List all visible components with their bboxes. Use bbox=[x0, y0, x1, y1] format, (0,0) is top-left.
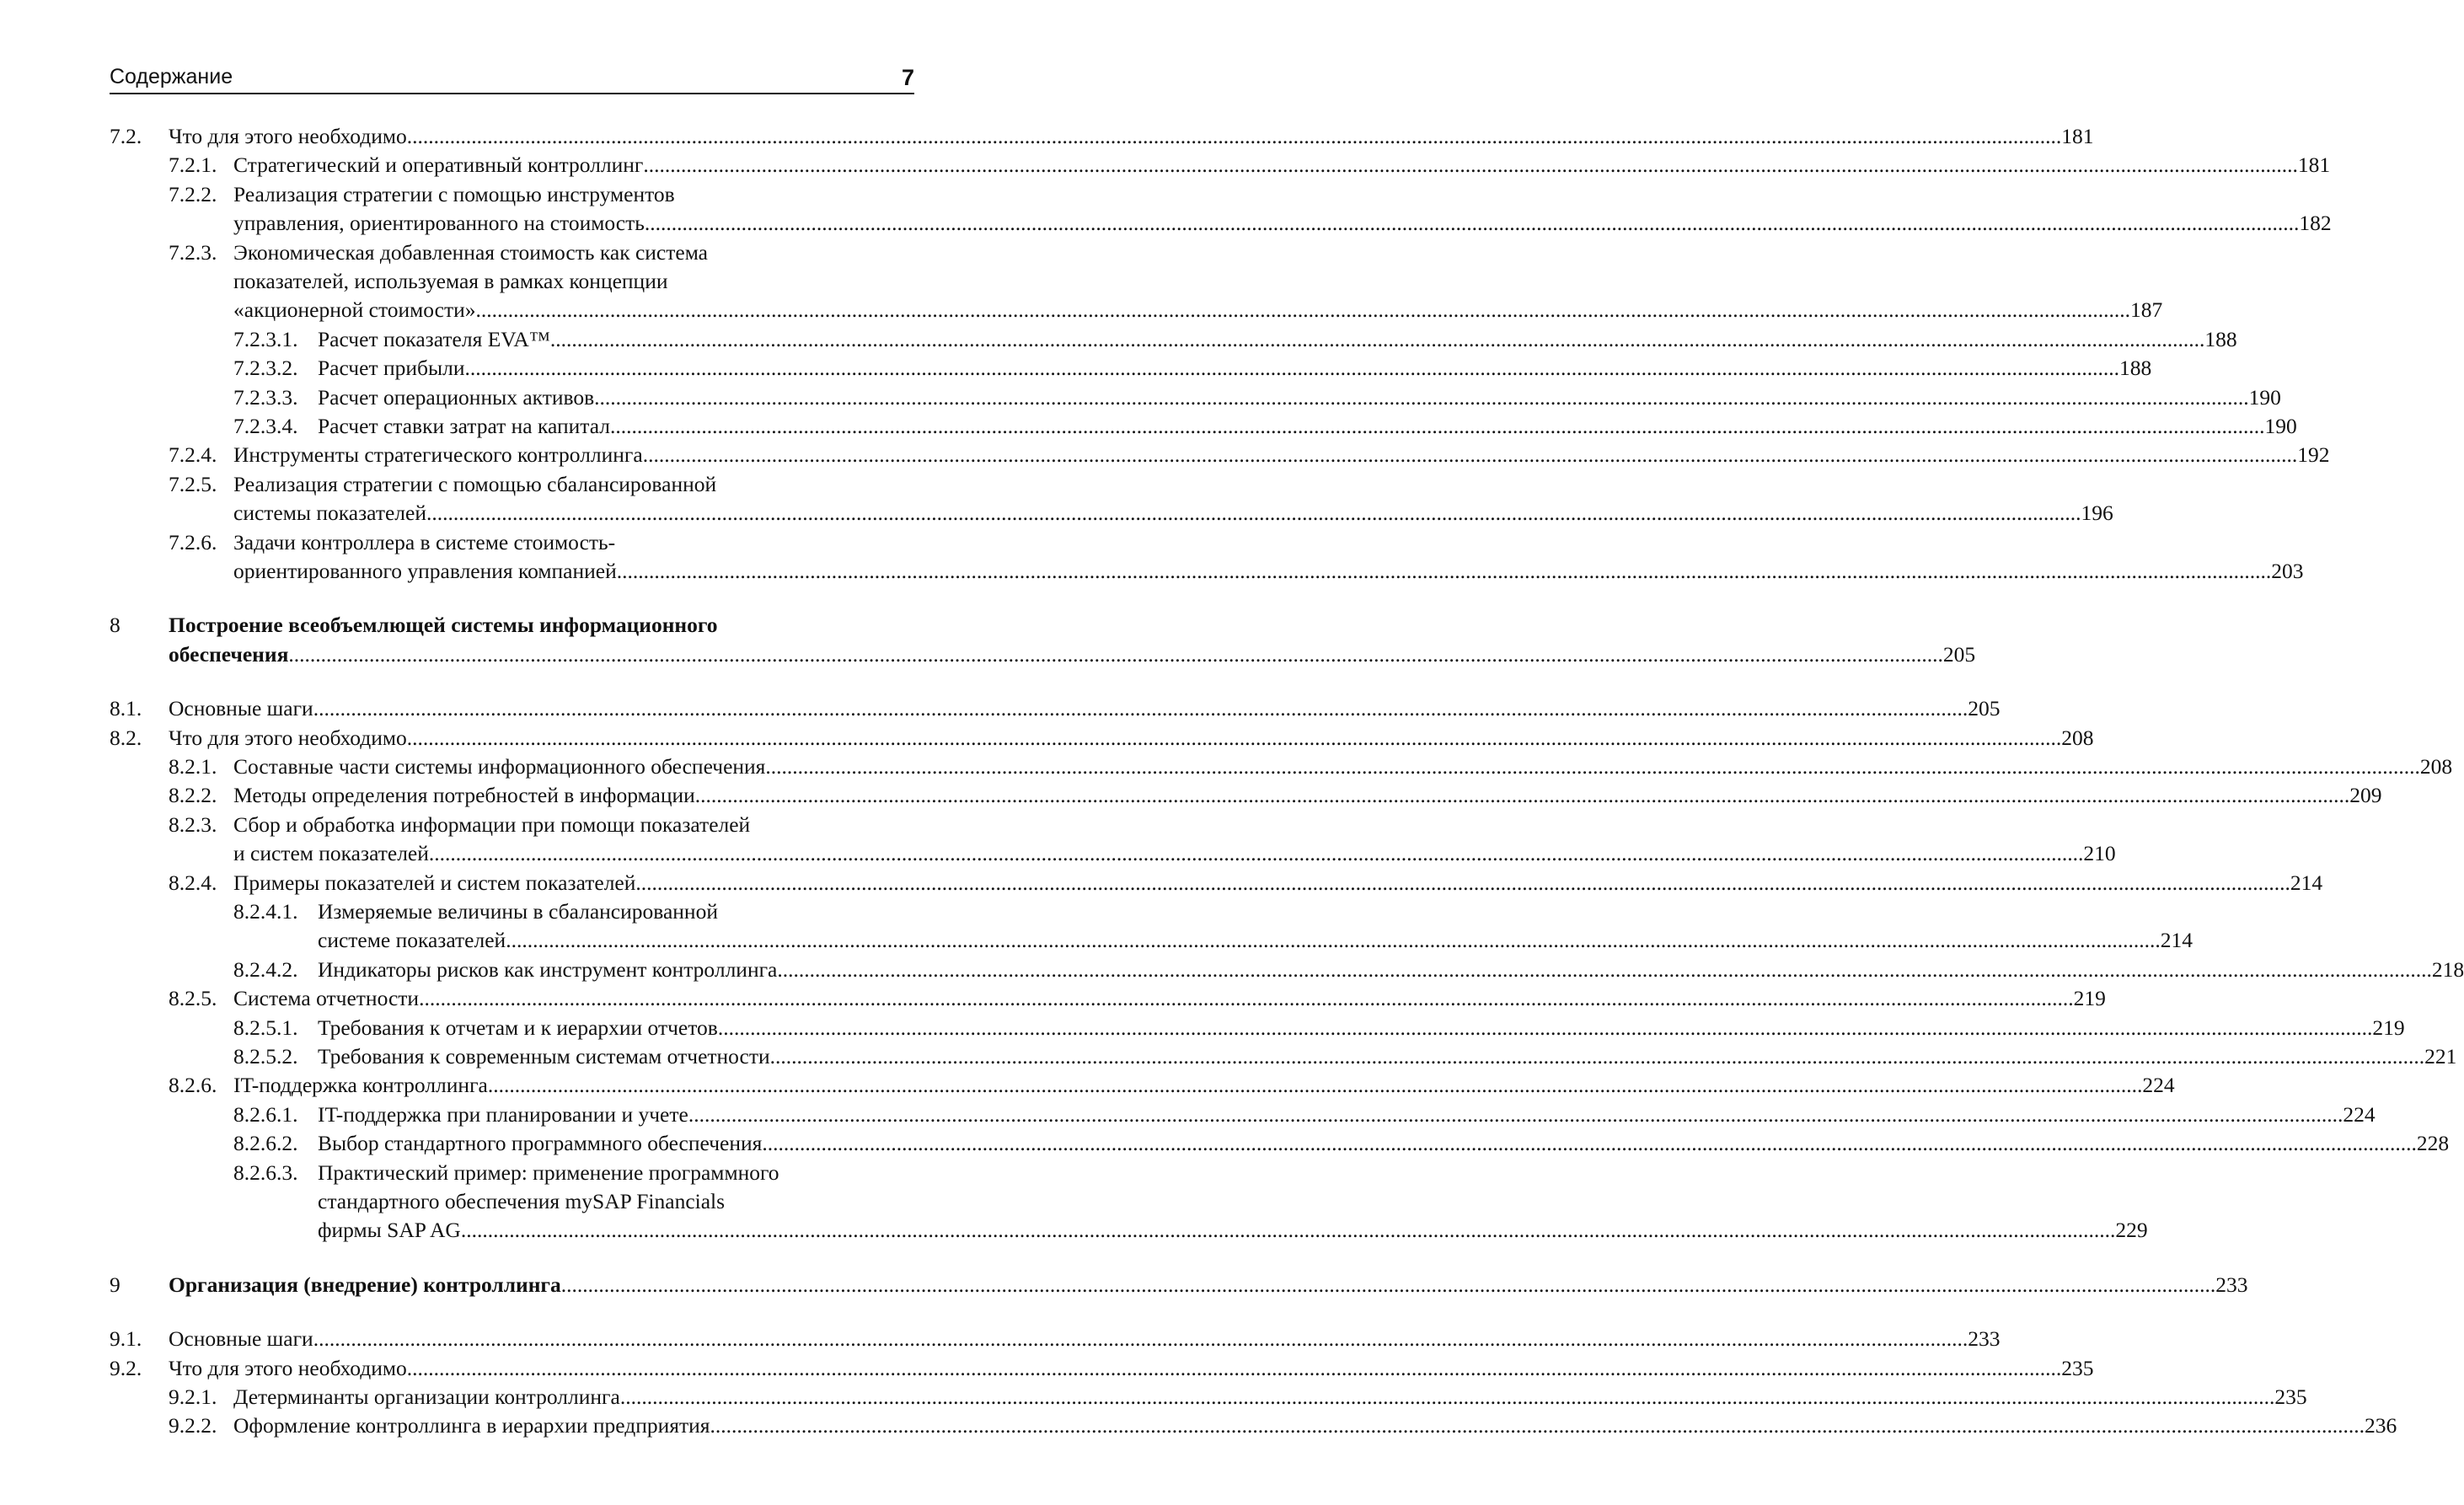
toc-entry bbox=[110, 781, 2382, 810]
dot-leader bbox=[461, 1216, 2116, 1245]
toc-entry bbox=[110, 640, 1976, 669]
toc-entry-title: Построение всеобъемлющей системы информационного bbox=[169, 613, 718, 637]
toc-entry-title: Реализация стратегии с помощью сбалансированной bbox=[233, 472, 717, 496]
toc-entry-page: 182 bbox=[2299, 211, 2332, 235]
dot-leader bbox=[777, 956, 2432, 984]
toc-entry-title: Оформление контроллинга в иерархии предприятия bbox=[233, 1413, 710, 1438]
running-header bbox=[110, 66, 914, 94]
toc-entry bbox=[110, 1354, 2094, 1383]
toc-entry bbox=[110, 499, 2113, 528]
dot-leader bbox=[617, 557, 2272, 586]
toc-entry-title: Расчет операционных активов bbox=[318, 385, 595, 410]
toc-entry-title: и систем показателей bbox=[233, 841, 429, 865]
toc-entry bbox=[110, 897, 914, 926]
toc-entry-page: 208 bbox=[2061, 726, 2094, 750]
toc-entry-page: 205 bbox=[1968, 696, 2001, 720]
toc-entry-page: 224 bbox=[2343, 1102, 2376, 1127]
dot-leader bbox=[688, 1101, 2343, 1129]
toc-entry-title: Задачи контроллера в системе стоимость- bbox=[233, 530, 616, 554]
toc-entry-number: 9.1. bbox=[110, 1326, 142, 1351]
toc-entry-page: 205 bbox=[1942, 642, 1976, 667]
toc-entry bbox=[110, 1383, 2307, 1411]
dot-leader bbox=[643, 151, 2298, 179]
toc-entry bbox=[110, 1159, 914, 1187]
toc-entry-title: обеспечения bbox=[169, 642, 289, 667]
toc-entry-number: 8.2.4.1. bbox=[233, 899, 298, 924]
toc-entry-title: Практический пример: применение программного bbox=[318, 1160, 779, 1185]
toc-entry-title: управления, ориентированного на стоимость bbox=[233, 211, 645, 235]
toc-entry-number: 8.2. bbox=[110, 726, 142, 750]
toc-entry-title: фирмы SAP AG bbox=[318, 1218, 461, 1242]
toc-entry-title: Измеряемые величины в сбалансированной bbox=[318, 899, 718, 924]
toc-entry-number: 8.2.5.2. bbox=[233, 1044, 298, 1068]
toc-entry bbox=[110, 1271, 2248, 1299]
toc-entry-number: 7.2.3.4. bbox=[233, 414, 298, 438]
toc-entry bbox=[110, 151, 2331, 179]
dot-leader bbox=[635, 869, 2290, 897]
toc-entry bbox=[110, 694, 2001, 723]
toc-entry-page: 236 bbox=[2364, 1413, 2397, 1438]
toc-entry-title: системе показателей bbox=[318, 928, 506, 952]
toc-entry-page: 181 bbox=[2061, 124, 2094, 148]
dot-leader bbox=[488, 1071, 2143, 1100]
toc-entry-page: 218 bbox=[2431, 957, 2464, 982]
dot-leader bbox=[762, 1129, 2417, 1158]
toc-entry-page: 219 bbox=[2372, 1015, 2405, 1040]
toc-entry bbox=[110, 984, 2106, 1013]
toc-entry bbox=[110, 267, 914, 296]
dot-leader bbox=[506, 926, 2161, 955]
toc-entry-page: 208 bbox=[2419, 754, 2453, 779]
toc-entry-number: 7.2.3. bbox=[169, 240, 217, 265]
toc-entry-title: Требования к отчетам и к иерархии отчетов bbox=[318, 1015, 718, 1040]
dot-leader bbox=[610, 412, 2265, 441]
toc-entry bbox=[110, 1325, 2001, 1353]
toc-entry-title: Составные части системы информационного обеспечения bbox=[233, 754, 766, 779]
toc-entry-number: 8.2.6. bbox=[169, 1073, 217, 1097]
toc-entry bbox=[110, 180, 914, 209]
dot-leader bbox=[620, 1383, 2275, 1411]
dot-leader bbox=[765, 752, 2420, 781]
dot-leader bbox=[407, 724, 2062, 752]
dot-leader bbox=[407, 1354, 2062, 1383]
dot-leader bbox=[770, 1042, 2425, 1071]
dot-leader bbox=[313, 1325, 1969, 1353]
toc-entry bbox=[110, 611, 914, 640]
toc-entry-page: 233 bbox=[1968, 1326, 2001, 1351]
toc-entry-title: Что для этого необходимо bbox=[169, 726, 407, 750]
toc-entry bbox=[110, 1411, 2397, 1440]
toc-entry-title: Что для этого необходимо bbox=[169, 124, 407, 148]
toc-entry-number: 7.2.6. bbox=[169, 530, 217, 554]
dot-leader bbox=[419, 984, 2074, 1013]
toc-entry-title: Экономическая добавленная стоимость как система bbox=[233, 240, 708, 265]
dot-leader bbox=[313, 694, 1969, 723]
dot-leader bbox=[695, 781, 2350, 810]
toc-entry-title: Что для этого необходимо bbox=[169, 1356, 407, 1380]
toc-entry-number: 8.2.6.3. bbox=[233, 1160, 298, 1185]
toc-entry-page: 190 bbox=[2264, 414, 2297, 438]
dot-leader bbox=[429, 839, 2084, 868]
toc-entry-number: 7.2.3.2. bbox=[233, 356, 298, 380]
header-rule bbox=[110, 93, 914, 94]
toc-entry bbox=[110, 383, 2281, 412]
toc-entry-page: 203 bbox=[2271, 559, 2304, 583]
toc-entry bbox=[110, 839, 2116, 868]
toc-entry bbox=[110, 354, 2152, 383]
toc-entry-title: Примеры показателей и систем показателей bbox=[233, 870, 636, 895]
dot-leader bbox=[407, 122, 2062, 151]
dot-leader bbox=[645, 209, 2300, 238]
toc-entry-page: 192 bbox=[2297, 442, 2330, 467]
toc-entry-page: 210 bbox=[2083, 841, 2116, 865]
dot-leader bbox=[550, 325, 2205, 354]
toc-entry bbox=[110, 724, 2094, 752]
toc-entry bbox=[110, 1101, 2376, 1129]
toc-entry-number: 8.2.5. bbox=[169, 986, 217, 1010]
header-title: Содержание bbox=[110, 65, 233, 88]
toc-entry-title: IT-поддержка при планировании и учете bbox=[318, 1102, 688, 1127]
toc-entry-title: ориентированного управления компанией bbox=[233, 559, 617, 583]
dot-leader bbox=[561, 1271, 2216, 1299]
toc-entry-title: Выбор стандартного программного обеспечения bbox=[318, 1131, 763, 1155]
toc-entry-number: 8 bbox=[110, 613, 121, 637]
toc-entry-title: Основные шаги bbox=[169, 1326, 313, 1351]
toc-entry-title: стандартного обеспечения mySAP Financials bbox=[318, 1189, 726, 1213]
toc-entry-title: показателей, используемая в рамках концепции bbox=[233, 269, 668, 293]
toc-entry-number: 9 bbox=[110, 1272, 121, 1297]
toc-entry bbox=[110, 811, 914, 839]
toc-entry-title: Методы определения потребностей в информации bbox=[233, 783, 695, 807]
toc-entry bbox=[110, 1129, 2450, 1158]
toc-entry bbox=[110, 528, 914, 557]
toc-entry-page: 214 bbox=[2160, 928, 2193, 952]
toc-entry-page: 181 bbox=[2297, 153, 2331, 177]
toc-entry bbox=[110, 122, 2094, 151]
toc-entry-page: 187 bbox=[2130, 297, 2163, 322]
toc-entry-title: Расчет ставки затрат на капитал bbox=[318, 414, 610, 438]
toc-entry-title: Реализация стратегии с помощью инструментов bbox=[233, 182, 675, 206]
toc-entry-number: 7.2.1. bbox=[169, 153, 217, 177]
toc-entry-page: 224 bbox=[2142, 1073, 2175, 1097]
toc-entry-number: 9.2.1. bbox=[169, 1384, 217, 1409]
toc-entry-page: 233 bbox=[2215, 1272, 2248, 1297]
toc-entry-title: Система отчетности bbox=[233, 986, 420, 1010]
toc-entry bbox=[110, 956, 2464, 984]
toc-entry-page: 196 bbox=[2081, 501, 2113, 525]
toc-entry-number: 7.2.2. bbox=[169, 182, 217, 206]
toc-entry-number: 8.2.6.1. bbox=[233, 1102, 298, 1127]
toc-entry-title: Стратегический и оперативный контроллинг bbox=[233, 153, 644, 177]
toc-entry-title: Требования к современным системам отчетности bbox=[318, 1044, 770, 1068]
toc-entry-page: 228 bbox=[2416, 1131, 2450, 1155]
toc-entry-number: 7.2.5. bbox=[169, 472, 217, 496]
dot-leader bbox=[594, 383, 2249, 412]
toc-entry bbox=[110, 1187, 914, 1216]
toc-entry-page: 214 bbox=[2290, 870, 2323, 895]
toc-entry-title: IT-поддержка контроллинга bbox=[233, 1073, 488, 1097]
toc-entry bbox=[110, 1042, 2457, 1071]
toc-entry-page: 221 bbox=[2424, 1044, 2457, 1068]
toc-entry bbox=[110, 470, 914, 499]
toc-entry-title: «акционерной стоимости» bbox=[233, 297, 476, 322]
toc-entry-title: Инструменты стратегического контроллинга bbox=[233, 442, 643, 467]
toc-entry-number: 7.2. bbox=[110, 124, 142, 148]
toc-entry bbox=[110, 1216, 2148, 1245]
toc-entry-number: 7.2.3.1. bbox=[233, 327, 298, 351]
toc-entry-number: 7.2.4. bbox=[169, 442, 217, 467]
dot-leader bbox=[643, 441, 2298, 469]
toc-entry bbox=[110, 557, 2304, 586]
toc-entry bbox=[110, 209, 2332, 238]
toc-entry-title: Детерминанты организации контроллинга bbox=[233, 1384, 620, 1409]
toc-entry-number: 8.2.1. bbox=[169, 754, 217, 779]
toc-entry bbox=[110, 441, 2330, 469]
toc-entry-title: Сбор и обработка информации при помощи показателей bbox=[233, 812, 751, 837]
toc-entry-page: 188 bbox=[2119, 356, 2152, 380]
toc-entry bbox=[110, 238, 914, 267]
toc-entry bbox=[110, 752, 2453, 781]
toc-entry-title: Расчет показателя EVA™ bbox=[318, 327, 550, 351]
toc-entry-number: 8.2.4. bbox=[169, 870, 217, 895]
toc-entry bbox=[110, 926, 2193, 955]
toc-entry-page: 235 bbox=[2274, 1384, 2307, 1409]
dot-leader bbox=[710, 1411, 2365, 1440]
toc-entry-title: Индикаторы рисков как инструмент контроллинга bbox=[318, 957, 778, 982]
toc-entry-number: 9.2. bbox=[110, 1356, 142, 1380]
dot-leader bbox=[476, 296, 2131, 324]
dot-leader bbox=[426, 499, 2081, 528]
toc-entry-number: 8.2.5.1. bbox=[233, 1015, 298, 1040]
toc-entry-title: Организация (внедрение) контроллинга bbox=[169, 1272, 561, 1297]
toc-entry-page: 219 bbox=[2073, 986, 2106, 1010]
toc-entry-title: системы показателей bbox=[233, 501, 426, 525]
toc-entry bbox=[110, 1071, 2175, 1100]
toc-entry-page: 229 bbox=[2115, 1218, 2148, 1242]
toc-entry-number: 8.1. bbox=[110, 696, 142, 720]
toc-entry-page: 235 bbox=[2061, 1356, 2094, 1380]
dot-leader bbox=[718, 1014, 2373, 1042]
toc-entry-number: 8.2.3. bbox=[169, 812, 217, 837]
toc-entry-number: 8.2.4.2. bbox=[233, 957, 298, 982]
toc-entry bbox=[110, 325, 2237, 354]
toc-entry-page: 190 bbox=[2248, 385, 2281, 410]
toc-entry-number: 8.2.2. bbox=[169, 783, 217, 807]
dot-leader bbox=[288, 640, 1943, 669]
toc-entry-number: 8.2.6.2. bbox=[233, 1131, 298, 1155]
toc-entry-number: 9.2.2. bbox=[169, 1413, 217, 1438]
toc-entry-number: 7.2.3.3. bbox=[233, 385, 298, 410]
page-number: 7 bbox=[901, 65, 914, 90]
toc-entry-title: Расчет прибыли bbox=[318, 356, 465, 380]
toc-entry bbox=[110, 1014, 2405, 1042]
toc-entry-page: 188 bbox=[2204, 327, 2237, 351]
toc-entry-page: 209 bbox=[2349, 783, 2382, 807]
dot-leader bbox=[465, 354, 2120, 383]
toc-entry-title: Основные шаги bbox=[169, 696, 313, 720]
toc-entry bbox=[110, 412, 2297, 441]
toc-entry bbox=[110, 869, 2323, 897]
toc-entry bbox=[110, 296, 2163, 324]
